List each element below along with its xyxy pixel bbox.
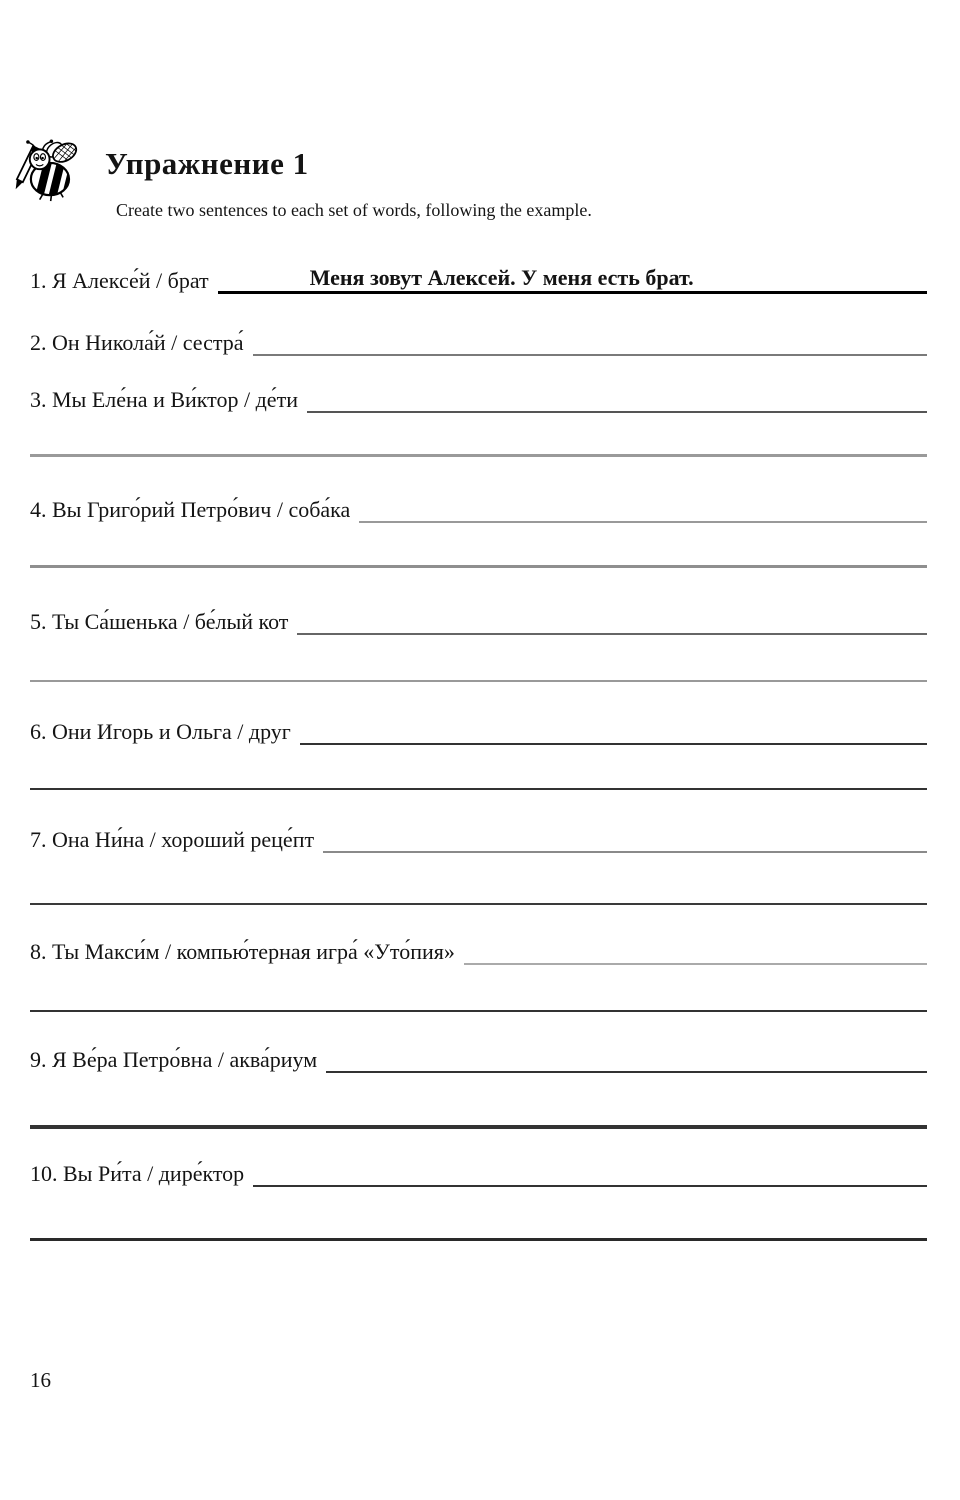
item-prompt: 10. Вы Ри́та / дире́ктор: [30, 1161, 245, 1186]
exercise-item-8: [30, 938, 927, 965]
answer-line-continuation[interactable]: [30, 680, 927, 682]
exercise-item-6: [30, 718, 927, 745]
answer-line-continuation[interactable]: [30, 1125, 927, 1129]
exercise-item-3: [30, 386, 927, 413]
item-prompt: 5. Ты Са́шенька / бе́лый кот: [30, 609, 289, 634]
item-prompt: 3. Мы Еле́на и Ви́ктор / де́ти: [30, 387, 298, 412]
exercise-item-2: [30, 329, 927, 356]
answer-line-continuation[interactable]: [30, 788, 927, 790]
exercise-item-9: [30, 1046, 927, 1073]
item-prompt: 9. Я Ве́ра Петро́вна / аква́риум: [30, 1047, 318, 1072]
item-prompt: 1. Я Алексе́й / брат: [30, 268, 209, 293]
exercise-item-10: [30, 1160, 927, 1187]
answer-line-continuation[interactable]: [30, 1238, 927, 1241]
bee-with-pencil-icon: [8, 138, 86, 204]
answer-blank[interactable]: [326, 1045, 927, 1073]
exercise-item-5: [30, 608, 927, 635]
answer-blank[interactable]: [297, 607, 927, 635]
answer-line-continuation[interactable]: [30, 1010, 927, 1012]
item-prompt: 6. Они Игорь и Ольга / друг: [30, 719, 291, 744]
answer-blank[interactable]: [464, 937, 927, 965]
answer-blank[interactable]: [253, 1159, 927, 1187]
exercise-item-7: [30, 826, 927, 853]
exercise-instruction: Create two sentences to each set of words, following the example.: [116, 200, 592, 220]
answer-line-continuation[interactable]: [30, 454, 927, 457]
answer-blank[interactable]: [300, 717, 927, 745]
item-prompt: 2. Он Никола́й / сестра́: [30, 330, 244, 355]
example-answer: Меня зовут Алексей. У меня есть брат.: [309, 265, 694, 290]
answer-line-continuation[interactable]: [30, 903, 927, 905]
page-number: 16: [30, 1368, 51, 1392]
item-prompt: 8. Ты Макси́м / компью́терная игра́ «Уто́пия»: [30, 939, 455, 964]
answer-blank-filled[interactable]: [218, 265, 927, 294]
answer-blank[interactable]: [323, 825, 927, 853]
answer-line-continuation[interactable]: [30, 565, 927, 568]
exercise-item-1: [30, 267, 927, 294]
exercise-title: Упражнение 1: [105, 146, 309, 181]
answer-blank[interactable]: [253, 328, 928, 356]
exercise-item-4: [30, 496, 927, 523]
answer-blank[interactable]: [359, 495, 927, 523]
item-prompt: 4. Вы Григо́рий Петро́вич / соба́ка: [30, 497, 351, 522]
item-prompt: 7. Она Ни́на / хороший реце́пт: [30, 827, 315, 852]
answer-blank[interactable]: [307, 385, 927, 413]
